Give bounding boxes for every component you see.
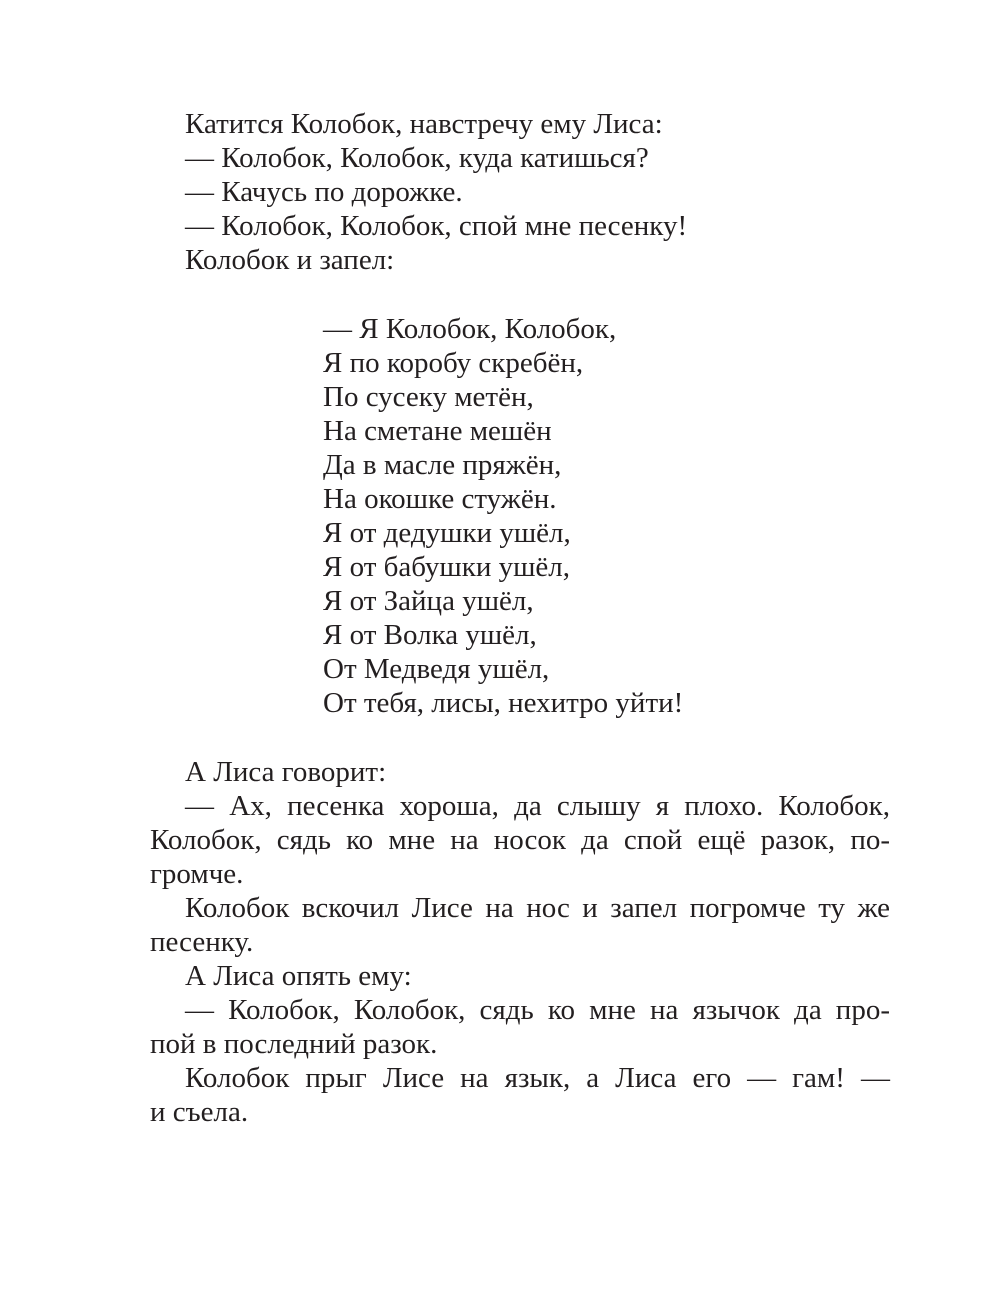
verse-line: По сусеку метён, <box>323 381 534 413</box>
text-line: Колобок вскочил Лисе на нос и запел погромче ту же <box>185 892 890 924</box>
verse-line: Я от дедушки ушёл, <box>323 517 571 549</box>
text-line: Колобок и запел: <box>185 244 395 276</box>
text-line: Катится Колобок, навстречу ему Лиса: <box>185 108 663 140</box>
text-line: песенку. <box>150 926 254 958</box>
intro-paragraph <box>150 107 890 277</box>
verse-line: От Медведя ушёл, <box>323 653 550 685</box>
verse-line: На сметане мешён <box>323 415 552 447</box>
verse-line: От тебя, лисы, нехитро уйти! <box>323 687 684 719</box>
text-line: А Лиса говорит: <box>185 756 387 788</box>
verse-line: Я от Волка ушёл, <box>323 619 537 651</box>
dialogue-line: пой в последний разок. <box>150 1028 438 1060</box>
dialogue-line: — Качусь по дорожке. <box>185 176 463 208</box>
verse-line: Я по коробу скребён, <box>323 347 584 379</box>
text-line: и съела. <box>150 1096 249 1128</box>
verse-line: На окошке стужён. <box>323 483 557 515</box>
verse-line: Я от бабушки ушёл, <box>323 551 571 583</box>
dialogue-line: — Колобок, Колобок, сядь ко мне на язычок да про- <box>185 994 890 1026</box>
dialogue-line: Колобок, сядь ко мне на носок да спой ещё разок, по- <box>150 824 890 856</box>
verse-line: Да в масле пряжён, <box>323 449 562 481</box>
song-verse <box>323 312 683 720</box>
ending-paragraphs <box>150 755 890 1129</box>
dialogue-line: — Ах, песенка хороша, да слышу я плохо. Колобок, <box>185 790 890 822</box>
text-line: Колобок прыг Лисе на язык, а Лиса его — гам! — <box>185 1062 890 1094</box>
dialogue-line: громче. <box>150 858 244 890</box>
text-line: А Лиса опять ему: <box>185 960 412 992</box>
dialogue-line: — Колобок, Колобок, спой мне песенку! <box>185 210 688 242</box>
verse-line: Я от Зайца ушёл, <box>323 585 534 617</box>
verse-line: — Я Колобок, Колобок, <box>323 313 617 345</box>
dialogue-line: — Колобок, Колобок, куда катишься? <box>185 142 649 174</box>
